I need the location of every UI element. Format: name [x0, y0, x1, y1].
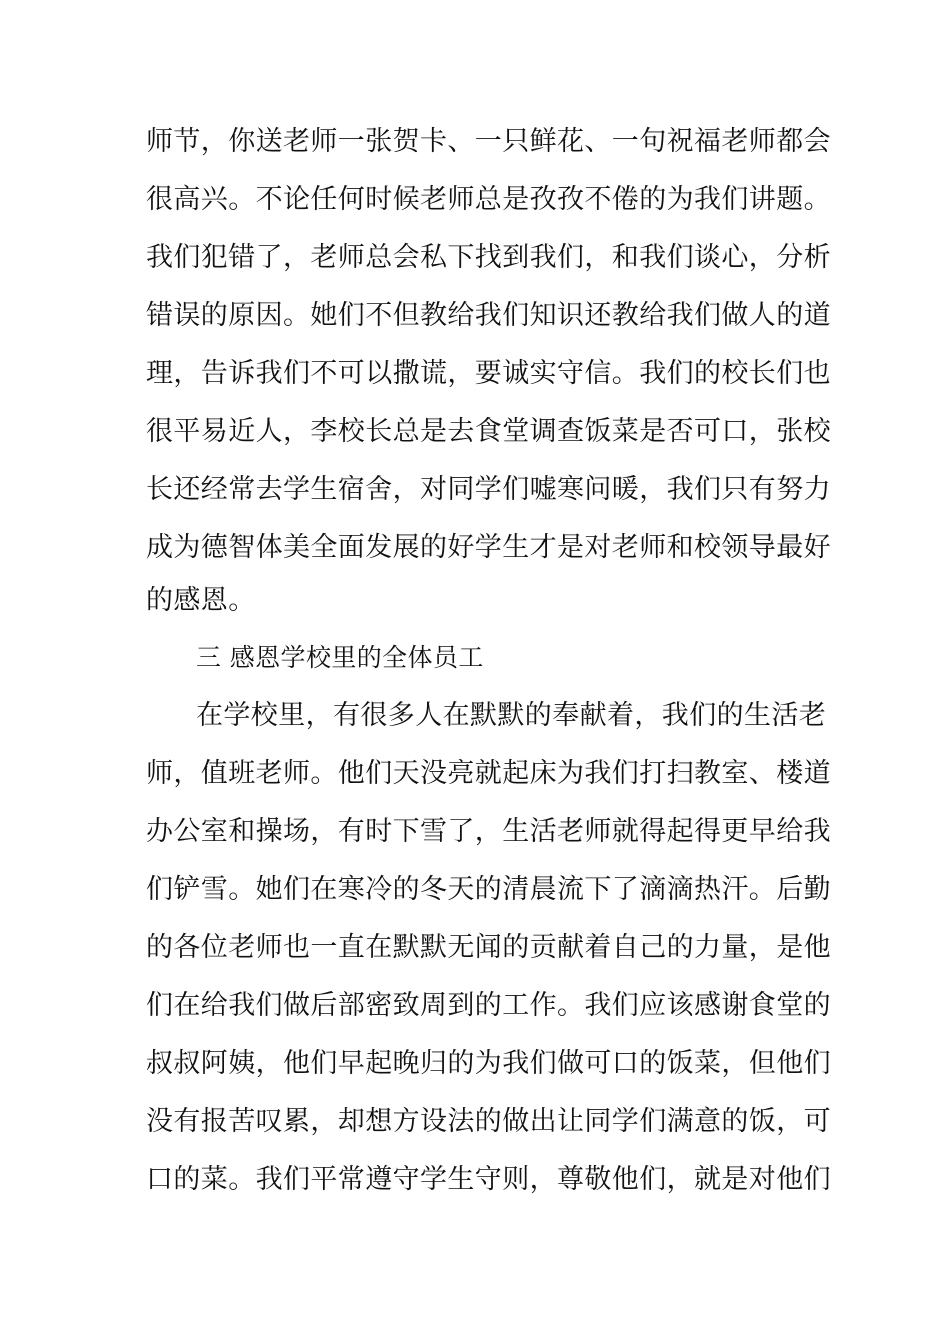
text-line: 我们犯错了，老师总会私下找到我们，和我们谈心，分析: [146, 242, 831, 273]
text-line: 口的菜。我们平常遵守学生守则，尊敬他们，就是对他们: [146, 1164, 831, 1195]
text-line: 办公室和操场，有时下雪了，生活老师就得起得更早给我: [146, 816, 831, 847]
text-line: 很高兴。不论任何时候老师总是孜孜不倦的为我们讲题。: [146, 184, 831, 215]
text-line: 在学校里，有很多人在默默的奉献着，我们的生活老: [196, 700, 827, 731]
text-line: 师节，你送老师一张贺卡、一只鲜花、一句祝福老师都会: [146, 126, 831, 157]
text-line: 们铲雪。她们在寒冷的冬天的清晨流下了滴滴热汗。后勤: [146, 874, 831, 905]
text-line: 错误的原因。她们不但教给我们知识还教给我们做人的道: [146, 300, 831, 331]
text-line: 没有报苦叹累，却想方设法的做出让同学们满意的饭，可: [146, 1106, 831, 1137]
text-line: 成为德智体美全面发展的好学生才是对老师和校领导最好: [146, 532, 831, 563]
text-line: 长还经常去学生宿舍，对同学们嘘寒问暖，我们只有努力: [146, 474, 831, 505]
text-line: 理，告诉我们不可以撒谎，要诚实守信。我们的校长们也: [146, 358, 831, 389]
text-line: 师，值班老师。他们天没亮就起床为我们打扫教室、楼道: [146, 758, 831, 789]
text-line: 叔叔阿姨，他们早起晚归的为我们做可口的饭菜，但他们: [146, 1048, 831, 1079]
text-line: 们在给我们做后部密致周到的工作。我们应该感谢食堂的: [146, 990, 831, 1021]
text-line: 很平易近人，李校长总是去食堂调查饭菜是否可口，张校: [146, 416, 831, 447]
text-line: 的各位老师也一直在默默无闻的贡献着自己的力量，是他: [146, 932, 831, 963]
text-line: 的感恩。: [146, 585, 256, 616]
section-heading: 三 感恩学校里的全体员工: [196, 643, 484, 672]
